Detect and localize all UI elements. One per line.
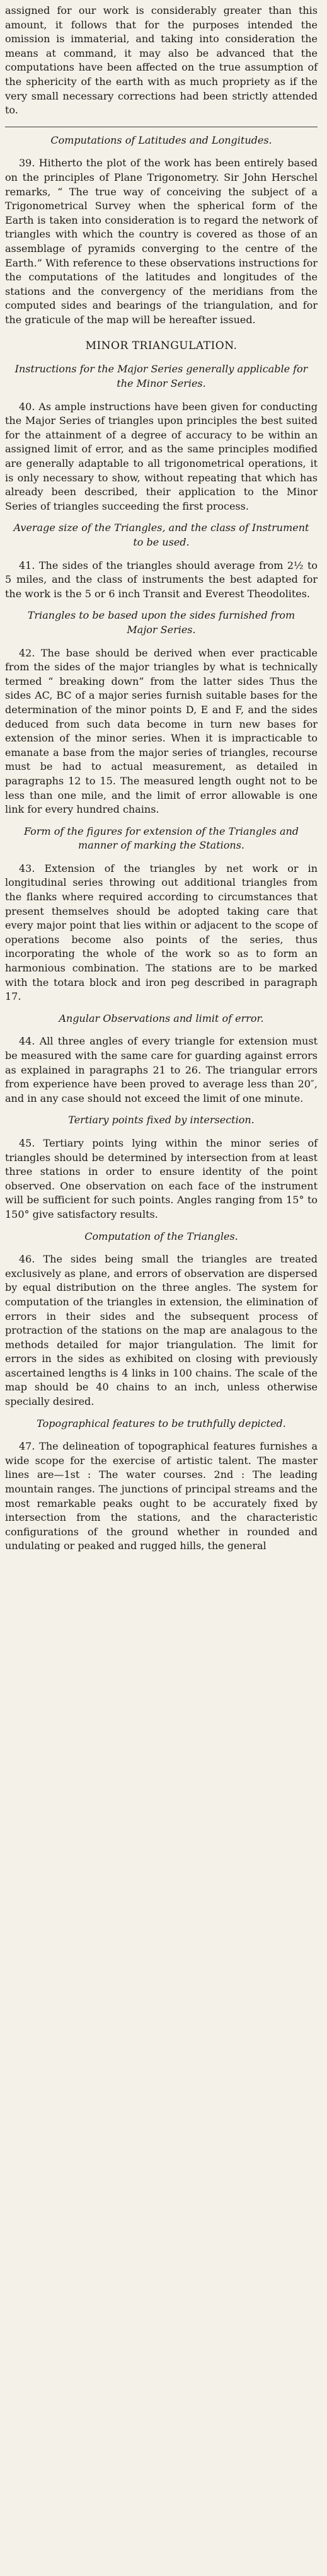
heading-computation-triangles: Computation of the Triangles. [84, 1230, 238, 1242]
paragraph-45: 45. Tertiary points lying within the minor series of triangles should be determined by intersection from at least three stations in order to ensure identity of the point observed. One observation on each face of the instrument will be sufficient for such points. Angles ranging from 15° to 150° give satisfactory results. [5, 1136, 318, 1220]
heading-topographical-features: Topographical features to be truthfully depicted. [37, 1417, 286, 1429]
paragraph-46: 46. The sides being small the triangles are treated exclusively as plane, and errors of observation are dispersed by equal distribution on the three angles. The system for computation of the triangles in extension, the elimination of errors in their sides and the subsequent process of protraction of the stations on the map are analagous to the methods detailed for major triangulation. The limit for errors in the sides as exhibited on closing with previously ascertained lengths is 4 links in 100 chains. The scale of the map should be 40 chains to an inch, unless otherwise specially desired. [5, 1253, 318, 1408]
heading-angular-observations: Angular Observations and limit of error. [59, 1012, 264, 1024]
heading-major-series-instructions: Instructions for the Major Series generally applicable for the Minor Series. [14, 363, 308, 390]
paragraph-continuation: assigned for our work is considerably greater than this amount, it follows that for the purposes intended the omission is immaterial, and taking into consideration the means at command, it may also be advanced that the computations have been affected on the true assumption of the sphericity of the earth with as much propriety as if the very small necessary corrections had been strictly attended to. [5, 4, 318, 117]
heading-tertiary-points: Tertiary points fixed by intersection. [68, 1114, 255, 1126]
paragraph-39: 39. Hitherto the plot of the work has been entirely based on the principles of Plane Trigonometry. Sir John Herschel remarks, “ The true way of conceiving the subject of a Trigonometrical Survey when the spherical form of the Earth is taken into consideration is to regard the network of triangles with which the country is covered as those of an assemblage of pyramids converging to the centre of the Earth.” With reference to these observations instructions for the computations of the latitudes and longitudes of the stations and the convergency of the meridians from the computed sides and bearings of the triangulation, and for the graticule of the map will be hereafter issued. [5, 157, 318, 326]
heading-latitudes-longitudes: Computations of Latitudes and Longitudes. [50, 134, 272, 146]
paragraph-47: 47. The delineation of topographical features furnishes a wide scope for the exercise of artistic talent. The master lines are—1st : The water courses. 2nd : The leading mountain ranges. The junctions of principal streams and the most remarkable peaks ought to be accurately fixed by intersection from the stations, and the characteristic configurations of the ground whether in rounded and undulating or peaked and rugged hills, the general [5, 1440, 318, 1552]
heading-average-size: Average size of the Triangles, and the class of Instrument to be used. [13, 522, 309, 548]
paragraph-40: 40. As ample instructions have been given for conducting the Major Series of triangles upon principles the best suited for the attainment of a degree of accuracy to be within an assigned limit of error, and as the same principles modified are generally adaptable to all trigonometrical operations, it is only necessary to show, without repeating that which has already been described, their application to the Minor Series of triangles succeeding the first process. [5, 400, 318, 512]
section-title-minor-triangulation: MINOR TRIANGULATION. [85, 340, 238, 353]
paragraph-42: 42. The base should be derived when ever practicable from the sides of the major triangles by what is technically termed “ breaking down” from the latter sides Thus the sides AC, BC of a major series furnish suitable bases for the determination of the minor points D, E and F, and the sides deduced from such data become in turn new bases for extension of the minor series. When it is impracticable to emanate a base from the major series of triangles, recourse must be had to actual measurement, as detailed in paragraphs 12 to 15. The measured length ought not to be less than one mile, and the limit of error allowable is one link for every hundred chains. [5, 646, 318, 816]
heading-triangles-based: Triangles to be based upon the sides furnished from Major Series. [27, 609, 295, 636]
paragraph-41: 41. The sides of the triangles should average from 2½ to 5 miles, and the class of instruments the best adapted for the work is the 5 or 6 inch Transit and Everest Theodolites. [5, 559, 318, 600]
paragraph-43: 43. Extension of the triangles by net work or in longitudinal series throwing out additional triangles from the flanks where required according to circumstances that present themselves should be adopted taking care that every major point that lies within or adjacent to the scope of operations become also points of the series, thus incorporating the whole of the work so as to form an harmonious combination. The stations are to be marked with the totara block and iron peg described in paragraph 17. [5, 862, 318, 1003]
paragraph-44: 44. All three angles of every triangle for extension must be measured with the same care for guarding against errors as explained in paragraphs 21 to 26. The triangular errors from experience have been proved to average less than 20″, and in any case should not exceed the limit of one minute. [5, 1035, 318, 1104]
heading-form-of-figures: Form of the figures for extension of the Triangles and manner of marking the Stations. [23, 825, 299, 852]
